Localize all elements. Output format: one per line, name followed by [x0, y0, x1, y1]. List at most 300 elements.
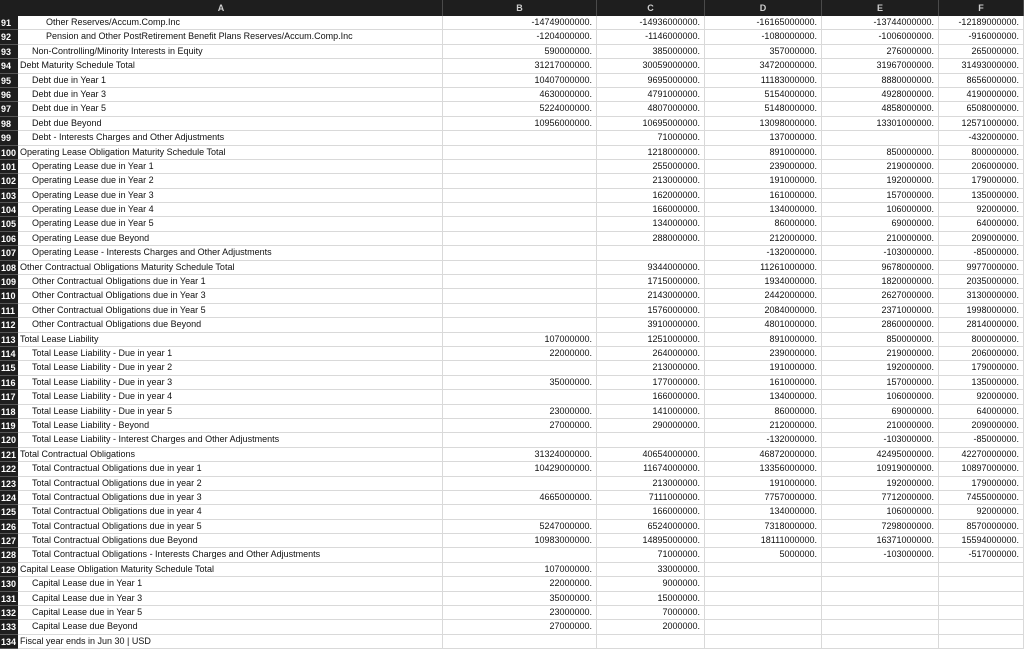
- cell-label[interactable]: Total Contractual Obligations due in year 3: [18, 491, 443, 505]
- cell-d[interactable]: 86000000.: [705, 405, 822, 419]
- column-header-d[interactable]: D: [705, 0, 822, 16]
- cell-f[interactable]: 7455000000.: [939, 491, 1024, 505]
- cell-f[interactable]: 8656000000.: [939, 74, 1024, 88]
- cell-b[interactable]: [443, 289, 597, 303]
- cell-f[interactable]: 8570000000.: [939, 520, 1024, 534]
- cell-d[interactable]: 891000000.: [705, 333, 822, 347]
- cell-c[interactable]: 15000000.: [597, 592, 705, 606]
- cell-c[interactable]: 288000000.: [597, 232, 705, 246]
- cell-label[interactable]: Total Lease Liability - Due in year 1: [18, 347, 443, 361]
- row-number[interactable]: 121: [0, 448, 18, 462]
- row-number[interactable]: 122: [0, 462, 18, 476]
- cell-label[interactable]: Total Lease Liability: [18, 333, 443, 347]
- cell-f[interactable]: -432000000.: [939, 131, 1024, 145]
- cell-e[interactable]: 157000000.: [822, 376, 939, 390]
- cell-b[interactable]: 4665000000.: [443, 491, 597, 505]
- row-number[interactable]: 120: [0, 433, 18, 447]
- cell-f[interactable]: 31493000000.: [939, 59, 1024, 73]
- row-number[interactable]: 130: [0, 577, 18, 591]
- cell-d[interactable]: 239000000.: [705, 160, 822, 174]
- cell-label[interactable]: Capital Lease due in Year 5: [18, 606, 443, 620]
- cell-f[interactable]: 9977000000.: [939, 261, 1024, 275]
- cell-label[interactable]: Total Contractual Obligations due in year 2: [18, 477, 443, 491]
- row-number[interactable]: 91: [0, 16, 18, 30]
- cell-b[interactable]: 35000000.: [443, 592, 597, 606]
- cell-c[interactable]: 7000000.: [597, 606, 705, 620]
- cell-e[interactable]: 106000000.: [822, 390, 939, 404]
- cell-d[interactable]: 46872000000.: [705, 448, 822, 462]
- row-number[interactable]: 102: [0, 174, 18, 188]
- cell-label[interactable]: Total Lease Liability - Due in year 3: [18, 376, 443, 390]
- column-header-a[interactable]: A: [0, 0, 443, 16]
- cell-b[interactable]: 590000000.: [443, 45, 597, 59]
- cell-c[interactable]: 2143000000.: [597, 289, 705, 303]
- cell-c[interactable]: 4807000000.: [597, 102, 705, 116]
- cell-c[interactable]: [597, 635, 705, 649]
- cell-b[interactable]: [443, 548, 597, 562]
- cell-e[interactable]: 2860000000.: [822, 318, 939, 332]
- cell-d[interactable]: -132000000.: [705, 246, 822, 260]
- cell-f[interactable]: 135000000.: [939, 189, 1024, 203]
- cell-e[interactable]: 192000000.: [822, 477, 939, 491]
- cell-label[interactable]: Total Lease Liability - Due in year 5: [18, 405, 443, 419]
- cell-b[interactable]: [443, 246, 597, 260]
- cell-label[interactable]: Debt due in Year 1: [18, 74, 443, 88]
- cell-b[interactable]: [443, 635, 597, 649]
- cell-d[interactable]: 5000000.: [705, 548, 822, 562]
- cell-label[interactable]: Capital Lease Obligation Maturity Schedule Total: [18, 563, 443, 577]
- cell-label[interactable]: Debt due Beyond: [18, 117, 443, 131]
- row-number[interactable]: 97: [0, 102, 18, 116]
- cell-label[interactable]: Operating Lease due in Year 5: [18, 217, 443, 231]
- cell-f[interactable]: 206000000.: [939, 160, 1024, 174]
- cell-c[interactable]: 2000000.: [597, 620, 705, 634]
- cell-f[interactable]: 209000000.: [939, 419, 1024, 433]
- cell-b[interactable]: [443, 275, 597, 289]
- cell-c[interactable]: 9000000.: [597, 577, 705, 591]
- cell-label[interactable]: Operating Lease Obligation Maturity Schedule Total: [18, 146, 443, 160]
- cell-label[interactable]: Capital Lease due in Year 3: [18, 592, 443, 606]
- row-number[interactable]: 94: [0, 59, 18, 73]
- cell-label[interactable]: Total Contractual Obligations - Interests Charges and Other Adjustments: [18, 548, 443, 562]
- cell-label[interactable]: Total Lease Liability - Due in year 2: [18, 361, 443, 375]
- cell-d[interactable]: 191000000.: [705, 174, 822, 188]
- cell-e[interactable]: 2627000000.: [822, 289, 939, 303]
- cell-d[interactable]: 11261000000.: [705, 261, 822, 275]
- cell-c[interactable]: 213000000.: [597, 477, 705, 491]
- cell-f[interactable]: 2814000000.: [939, 318, 1024, 332]
- row-number[interactable]: 108: [0, 261, 18, 275]
- cell-d[interactable]: 891000000.: [705, 146, 822, 160]
- row-number[interactable]: 123: [0, 477, 18, 491]
- cell-b[interactable]: 107000000.: [443, 333, 597, 347]
- cell-label[interactable]: Other Contractual Obligations Maturity Schedule Total: [18, 261, 443, 275]
- row-number[interactable]: 126: [0, 520, 18, 534]
- cell-e[interactable]: -103000000.: [822, 548, 939, 562]
- cell-b[interactable]: [443, 131, 597, 145]
- cell-c[interactable]: 264000000.: [597, 347, 705, 361]
- cell-e[interactable]: [822, 563, 939, 577]
- cell-f[interactable]: 92000000.: [939, 203, 1024, 217]
- cell-label[interactable]: Other Contractual Obligations due in Year 3: [18, 289, 443, 303]
- cell-label[interactable]: Other Contractual Obligations due in Year 1: [18, 275, 443, 289]
- row-number[interactable]: 113: [0, 333, 18, 347]
- cell-label[interactable]: Total Contractual Obligations: [18, 448, 443, 462]
- row-number[interactable]: 112: [0, 318, 18, 332]
- cell-c[interactable]: 9695000000.: [597, 74, 705, 88]
- cell-c[interactable]: 177000000.: [597, 376, 705, 390]
- cell-b[interactable]: [443, 361, 597, 375]
- cell-d[interactable]: 134000000.: [705, 203, 822, 217]
- row-number[interactable]: 128: [0, 548, 18, 562]
- row-number[interactable]: 134: [0, 635, 18, 649]
- cell-d[interactable]: 5154000000.: [705, 88, 822, 102]
- cell-f[interactable]: 179000000.: [939, 361, 1024, 375]
- cell-e[interactable]: 192000000.: [822, 361, 939, 375]
- cell-e[interactable]: -103000000.: [822, 246, 939, 260]
- cell-e[interactable]: 69000000.: [822, 217, 939, 231]
- cell-f[interactable]: 6508000000.: [939, 102, 1024, 116]
- cell-e[interactable]: 7712000000.: [822, 491, 939, 505]
- cell-f[interactable]: 64000000.: [939, 217, 1024, 231]
- cell-d[interactable]: 134000000.: [705, 390, 822, 404]
- cell-b[interactable]: -1204000000.: [443, 30, 597, 44]
- cell-d[interactable]: [705, 620, 822, 634]
- cell-e[interactable]: 219000000.: [822, 160, 939, 174]
- cell-f[interactable]: 800000000.: [939, 146, 1024, 160]
- row-number[interactable]: 116: [0, 376, 18, 390]
- row-number[interactable]: 118: [0, 405, 18, 419]
- cell-label[interactable]: Non-Controlling/Minority Interests in Equity: [18, 45, 443, 59]
- cell-f[interactable]: 265000000.: [939, 45, 1024, 59]
- cell-d[interactable]: 7757000000.: [705, 491, 822, 505]
- cell-e[interactable]: -103000000.: [822, 433, 939, 447]
- row-number[interactable]: 101: [0, 160, 18, 174]
- cell-d[interactable]: 239000000.: [705, 347, 822, 361]
- cell-label[interactable]: Total Contractual Obligations due in year 1: [18, 462, 443, 476]
- row-number[interactable]: 114: [0, 347, 18, 361]
- cell-e[interactable]: 7298000000.: [822, 520, 939, 534]
- cell-d[interactable]: -132000000.: [705, 433, 822, 447]
- cell-f[interactable]: 4190000000.: [939, 88, 1024, 102]
- cell-d[interactable]: 191000000.: [705, 361, 822, 375]
- row-number[interactable]: 104: [0, 203, 18, 217]
- cell-d[interactable]: 4801000000.: [705, 318, 822, 332]
- row-number[interactable]: 109: [0, 275, 18, 289]
- cell-e[interactable]: [822, 620, 939, 634]
- cell-d[interactable]: 212000000.: [705, 232, 822, 246]
- cell-label[interactable]: Pension and Other PostRetirement Benefit Plans Reserves/Accum.Comp.Inc: [18, 30, 443, 44]
- cell-d[interactable]: 86000000.: [705, 217, 822, 231]
- cell-c[interactable]: 162000000.: [597, 189, 705, 203]
- cell-d[interactable]: [705, 606, 822, 620]
- cell-label[interactable]: Capital Lease due Beyond: [18, 620, 443, 634]
- cell-label[interactable]: Total Lease Liability - Interest Charges and Other Adjustments: [18, 433, 443, 447]
- cell-e[interactable]: 106000000.: [822, 505, 939, 519]
- cell-e[interactable]: 2371000000.: [822, 304, 939, 318]
- cell-e[interactable]: 69000000.: [822, 405, 939, 419]
- row-number[interactable]: 119: [0, 419, 18, 433]
- cell-c[interactable]: 141000000.: [597, 405, 705, 419]
- cell-b[interactable]: 5247000000.: [443, 520, 597, 534]
- cell-c[interactable]: 7111000000.: [597, 491, 705, 505]
- cell-e[interactable]: 276000000.: [822, 45, 939, 59]
- cell-label[interactable]: Operating Lease due in Year 3: [18, 189, 443, 203]
- cell-c[interactable]: 14895000000.: [597, 534, 705, 548]
- cell-label[interactable]: Other Contractual Obligations due in Year 5: [18, 304, 443, 318]
- cell-label[interactable]: Operating Lease due in Year 1: [18, 160, 443, 174]
- cell-c[interactable]: 1218000000.: [597, 146, 705, 160]
- cell-b[interactable]: [443, 217, 597, 231]
- cell-c[interactable]: 1576000000.: [597, 304, 705, 318]
- cell-label[interactable]: Operating Lease due in Year 4: [18, 203, 443, 217]
- cell-b[interactable]: 107000000.: [443, 563, 597, 577]
- cell-d[interactable]: 7318000000.: [705, 520, 822, 534]
- cell-e[interactable]: 4928000000.: [822, 88, 939, 102]
- cell-f[interactable]: 42270000000.: [939, 448, 1024, 462]
- cell-c[interactable]: 290000000.: [597, 419, 705, 433]
- cell-e[interactable]: 192000000.: [822, 174, 939, 188]
- row-number[interactable]: 110: [0, 289, 18, 303]
- cell-b[interactable]: 4630000000.: [443, 88, 597, 102]
- cell-f[interactable]: -12189000000.: [939, 16, 1024, 30]
- cell-c[interactable]: 213000000.: [597, 361, 705, 375]
- cell-e[interactable]: 106000000.: [822, 203, 939, 217]
- cell-b[interactable]: [443, 189, 597, 203]
- cell-c[interactable]: -14936000000.: [597, 16, 705, 30]
- cell-e[interactable]: 157000000.: [822, 189, 939, 203]
- cell-e[interactable]: [822, 635, 939, 649]
- cell-f[interactable]: 1998000000.: [939, 304, 1024, 318]
- row-number[interactable]: 106: [0, 232, 18, 246]
- cell-d[interactable]: 134000000.: [705, 505, 822, 519]
- cell-b[interactable]: 22000000.: [443, 577, 597, 591]
- cell-b[interactable]: [443, 232, 597, 246]
- cell-e[interactable]: 210000000.: [822, 419, 939, 433]
- cell-f[interactable]: 206000000.: [939, 347, 1024, 361]
- row-number[interactable]: 127: [0, 534, 18, 548]
- cell-b[interactable]: [443, 477, 597, 491]
- cell-c[interactable]: 9344000000.: [597, 261, 705, 275]
- cell-b[interactable]: [443, 146, 597, 160]
- cell-label[interactable]: Total Lease Liability - Due in year 4: [18, 390, 443, 404]
- cell-b[interactable]: 35000000.: [443, 376, 597, 390]
- cell-label[interactable]: Operating Lease - Interests Charges and Other Adjustments: [18, 246, 443, 260]
- cell-label[interactable]: Operating Lease due in Year 2: [18, 174, 443, 188]
- cell-e[interactable]: 8880000000.: [822, 74, 939, 88]
- cell-c[interactable]: 71000000.: [597, 548, 705, 562]
- cell-c[interactable]: 255000000.: [597, 160, 705, 174]
- cell-e[interactable]: 4858000000.: [822, 102, 939, 116]
- cell-d[interactable]: [705, 563, 822, 577]
- cell-f[interactable]: 92000000.: [939, 390, 1024, 404]
- cell-d[interactable]: -1080000000.: [705, 30, 822, 44]
- cell-b[interactable]: [443, 203, 597, 217]
- cell-label[interactable]: Other Reserves/Accum.Comp.Inc: [18, 16, 443, 30]
- cell-f[interactable]: [939, 606, 1024, 620]
- cell-e[interactable]: 850000000.: [822, 146, 939, 160]
- row-number[interactable]: 105: [0, 217, 18, 231]
- cell-label[interactable]: Total Lease Liability - Beyond: [18, 419, 443, 433]
- cell-e[interactable]: 42495000000.: [822, 448, 939, 462]
- cell-f[interactable]: [939, 620, 1024, 634]
- cell-b[interactable]: [443, 390, 597, 404]
- cell-e[interactable]: 210000000.: [822, 232, 939, 246]
- cell-d[interactable]: [705, 577, 822, 591]
- row-number[interactable]: 93: [0, 45, 18, 59]
- cell-f[interactable]: 10897000000.: [939, 462, 1024, 476]
- cell-d[interactable]: 13098000000.: [705, 117, 822, 131]
- cell-d[interactable]: [705, 592, 822, 606]
- cell-label[interactable]: Capital Lease due in Year 1: [18, 577, 443, 591]
- row-number[interactable]: 125: [0, 505, 18, 519]
- cell-e[interactable]: -13744000000.: [822, 16, 939, 30]
- cell-e[interactable]: [822, 592, 939, 606]
- column-header-b[interactable]: B: [443, 0, 597, 16]
- cell-d[interactable]: 11183000000.: [705, 74, 822, 88]
- row-number[interactable]: 129: [0, 563, 18, 577]
- cell-b[interactable]: 5224000000.: [443, 102, 597, 116]
- cell-d[interactable]: 2442000000.: [705, 289, 822, 303]
- cell-label[interactable]: Total Contractual Obligations due in year 5: [18, 520, 443, 534]
- cell-b[interactable]: -14749000000.: [443, 16, 597, 30]
- row-number[interactable]: 107: [0, 246, 18, 260]
- cell-d[interactable]: 2084000000.: [705, 304, 822, 318]
- row-number[interactable]: 131: [0, 592, 18, 606]
- cell-c[interactable]: 4791000000.: [597, 88, 705, 102]
- cell-f[interactable]: 179000000.: [939, 174, 1024, 188]
- cell-b[interactable]: 23000000.: [443, 606, 597, 620]
- cell-b[interactable]: [443, 174, 597, 188]
- row-number[interactable]: 111: [0, 304, 18, 318]
- cell-e[interactable]: 219000000.: [822, 347, 939, 361]
- cell-c[interactable]: 134000000.: [597, 217, 705, 231]
- cell-b[interactable]: 10983000000.: [443, 534, 597, 548]
- row-number[interactable]: 133: [0, 620, 18, 634]
- cell-d[interactable]: -16165000000.: [705, 16, 822, 30]
- cell-b[interactable]: [443, 505, 597, 519]
- cell-d[interactable]: 1934000000.: [705, 275, 822, 289]
- cell-c[interactable]: 71000000.: [597, 131, 705, 145]
- cell-c[interactable]: 6524000000.: [597, 520, 705, 534]
- cell-f[interactable]: -517000000.: [939, 548, 1024, 562]
- cell-d[interactable]: 191000000.: [705, 477, 822, 491]
- cell-c[interactable]: -1146000000.: [597, 30, 705, 44]
- cell-e[interactable]: 9678000000.: [822, 261, 939, 275]
- cell-d[interactable]: 13356000000.: [705, 462, 822, 476]
- cell-label[interactable]: Debt due in Year 5: [18, 102, 443, 116]
- cell-c[interactable]: 166000000.: [597, 505, 705, 519]
- cell-b[interactable]: 10956000000.: [443, 117, 597, 131]
- cell-f[interactable]: 179000000.: [939, 477, 1024, 491]
- cell-c[interactable]: 1251000000.: [597, 333, 705, 347]
- cell-e[interactable]: [822, 577, 939, 591]
- cell-b[interactable]: 10407000000.: [443, 74, 597, 88]
- cell-label[interactable]: Debt - Interests Charges and Other Adjustments: [18, 131, 443, 145]
- cell-d[interactable]: 5148000000.: [705, 102, 822, 116]
- cell-e[interactable]: 13301000000.: [822, 117, 939, 131]
- cell-f[interactable]: [939, 592, 1024, 606]
- cell-f[interactable]: [939, 563, 1024, 577]
- row-number[interactable]: 132: [0, 606, 18, 620]
- cell-f[interactable]: -916000000.: [939, 30, 1024, 44]
- cell-e[interactable]: [822, 131, 939, 145]
- cell-d[interactable]: 212000000.: [705, 419, 822, 433]
- cell-c[interactable]: 30059000000.: [597, 59, 705, 73]
- cell-c[interactable]: 385000000.: [597, 45, 705, 59]
- cell-b[interactable]: [443, 160, 597, 174]
- row-number[interactable]: 100: [0, 146, 18, 160]
- row-number[interactable]: 92: [0, 30, 18, 44]
- row-number[interactable]: 96: [0, 88, 18, 102]
- cell-label[interactable]: Debt Maturity Schedule Total: [18, 59, 443, 73]
- row-number[interactable]: 95: [0, 74, 18, 88]
- cell-e[interactable]: 16371000000.: [822, 534, 939, 548]
- column-header-e[interactable]: E: [822, 0, 939, 16]
- cell-c[interactable]: 40654000000.: [597, 448, 705, 462]
- cell-f[interactable]: -85000000.: [939, 433, 1024, 447]
- cell-f[interactable]: 12571000000.: [939, 117, 1024, 131]
- cell-e[interactable]: 31967000000.: [822, 59, 939, 73]
- row-number[interactable]: 98: [0, 117, 18, 131]
- cell-b[interactable]: [443, 433, 597, 447]
- cell-e[interactable]: 1820000000.: [822, 275, 939, 289]
- cell-b[interactable]: 31324000000.: [443, 448, 597, 462]
- cell-d[interactable]: 161000000.: [705, 376, 822, 390]
- cell-f[interactable]: [939, 635, 1024, 649]
- cell-d[interactable]: 357000000.: [705, 45, 822, 59]
- cell-b[interactable]: [443, 304, 597, 318]
- cell-c[interactable]: 11674000000.: [597, 462, 705, 476]
- cell-c[interactable]: 1715000000.: [597, 275, 705, 289]
- cell-b[interactable]: 27000000.: [443, 620, 597, 634]
- cell-d[interactable]: [705, 635, 822, 649]
- cell-b[interactable]: 10429000000.: [443, 462, 597, 476]
- row-number[interactable]: 117: [0, 390, 18, 404]
- row-number[interactable]: 124: [0, 491, 18, 505]
- cell-c[interactable]: 166000000.: [597, 390, 705, 404]
- cell-c[interactable]: [597, 433, 705, 447]
- cell-b[interactable]: 23000000.: [443, 405, 597, 419]
- cell-b[interactable]: 31217000000.: [443, 59, 597, 73]
- cell-label[interactable]: Operating Lease due Beyond: [18, 232, 443, 246]
- cell-d[interactable]: 18111000000.: [705, 534, 822, 548]
- cell-f[interactable]: 64000000.: [939, 405, 1024, 419]
- cell-c[interactable]: 3910000000.: [597, 318, 705, 332]
- cell-label[interactable]: Fiscal year ends in Jun 30 | USD: [18, 635, 443, 649]
- cell-b[interactable]: 27000000.: [443, 419, 597, 433]
- cell-d[interactable]: 34720000000.: [705, 59, 822, 73]
- cell-b[interactable]: 22000000.: [443, 347, 597, 361]
- cell-f[interactable]: 2035000000.: [939, 275, 1024, 289]
- cell-label[interactable]: Debt due in Year 3: [18, 88, 443, 102]
- row-number[interactable]: 115: [0, 361, 18, 375]
- cell-b[interactable]: [443, 261, 597, 275]
- cell-label[interactable]: Total Contractual Obligations due in year 4: [18, 505, 443, 519]
- cell-c[interactable]: 213000000.: [597, 174, 705, 188]
- cell-c[interactable]: [597, 246, 705, 260]
- cell-label[interactable]: Other Contractual Obligations due Beyond: [18, 318, 443, 332]
- cell-c[interactable]: 10695000000.: [597, 117, 705, 131]
- cell-f[interactable]: 209000000.: [939, 232, 1024, 246]
- cell-b[interactable]: [443, 318, 597, 332]
- row-number[interactable]: 99: [0, 131, 18, 145]
- column-header-f[interactable]: F: [939, 0, 1024, 16]
- cell-e[interactable]: -1006000000.: [822, 30, 939, 44]
- cell-e[interactable]: 850000000.: [822, 333, 939, 347]
- cell-d[interactable]: 137000000.: [705, 131, 822, 145]
- row-number[interactable]: 103: [0, 189, 18, 203]
